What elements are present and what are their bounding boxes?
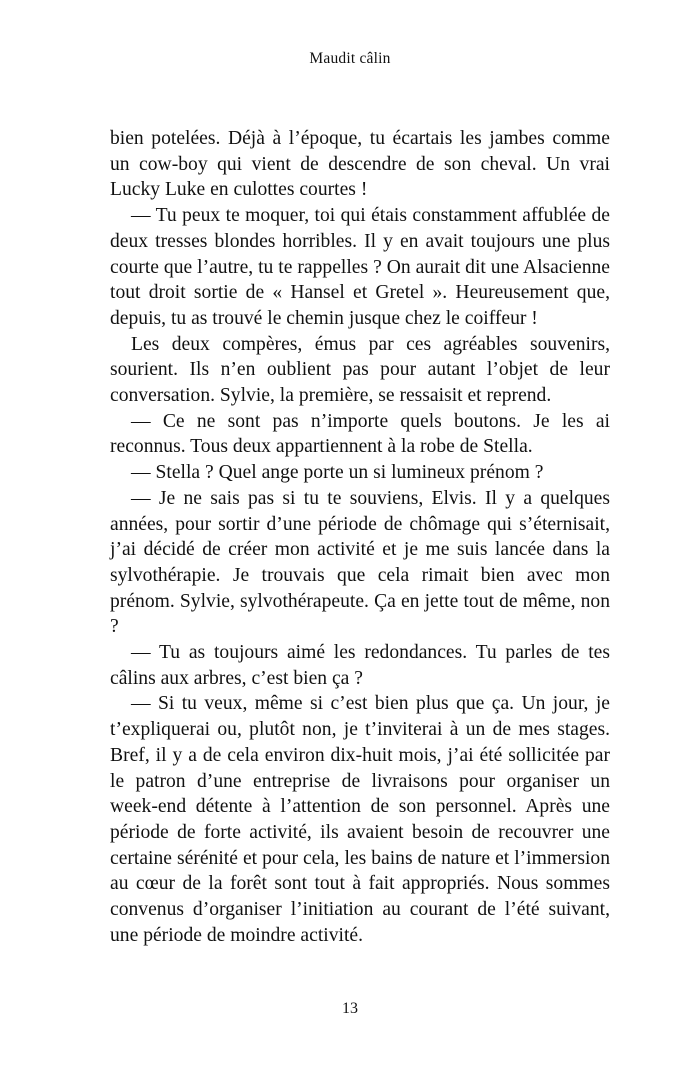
paragraph-dialogue: — Tu peux te moquer, toi qui étais constamment affublée de deux tresses blondes horribles. Il y en avait toujours une plus courte que l’autre, tu te rappelles ? On aurait dit une Alsacienne tout droit sortie de « Hansel et Gretel ». Heureusement que, depuis, tu as trouvé le chemin jusque chez le coiffeur ! — [110, 205, 610, 329]
paragraph-dialogue: — Tu as toujours aimé les redondances. Tu parles de tes câlins aux arbres, c’est bien ça ? — [110, 642, 610, 689]
body-text — [110, 126, 610, 949]
paragraph-dialogue: — Je ne sais pas si tu te souviens, Elvis. Il y a quelques années, pour sortir d’une période de chômage qui s’éternisait, j’ai décidé de créer mon activité et je me suis lancée dans la sylvothérapie. Je trouvais que cela rimait bien avec mon prénom. Sylvie, sylvothérapeute. Ça en jette tout de même, non ? — [110, 487, 610, 638]
paragraph-dialogue: — Si tu veux, même si c’est bien plus que ça. Un jour, je t’expliquerai ou, plutôt non, je t’inviterai à un de mes stages. Bref, il y a de cela environ dix-huit mois, j’ai été sollicitée par le patron d’une entreprise de livraisons pour organiser un week-end détente à l’attention de son personnel. Après une période de forte activité, ils avaient besoin de recouvrer une certaine sérénité et pour cela, les bains de nature et l’immersion au cœur de la forêt sont tout à fait appropriés. Nous sommes convenus d’organiser l’initiation au courant de l’été suivant, une période de moindre activité. — [110, 693, 610, 946]
paragraph-dialogue: — Ce ne sont pas n’importe quels boutons. Je les ai reconnus. Tous deux appartiennent à la robe de Stella. — [110, 410, 610, 458]
paragraph-narration: Les deux compères, émus par ces agréables souvenirs, sourient. Ils n’en oublient pas pour autant l’objet de leur conversation. Sylvie, la première, se ressaisit et reprend. — [110, 333, 610, 407]
page-number: 13 — [342, 1000, 358, 1017]
paragraph-dialogue: — Stella ? Quel ange porte un si lumineux prénom ? — [131, 462, 544, 484]
paragraph-continuation: bien potelées. Déjà à l’époque, tu écartais les jambes comme un cow-boy qui vient de descendre de son cheval. Un vrai Lucky Luke en culottes courtes ! — [110, 128, 610, 201]
running-head: Maudit câlin — [309, 50, 391, 67]
